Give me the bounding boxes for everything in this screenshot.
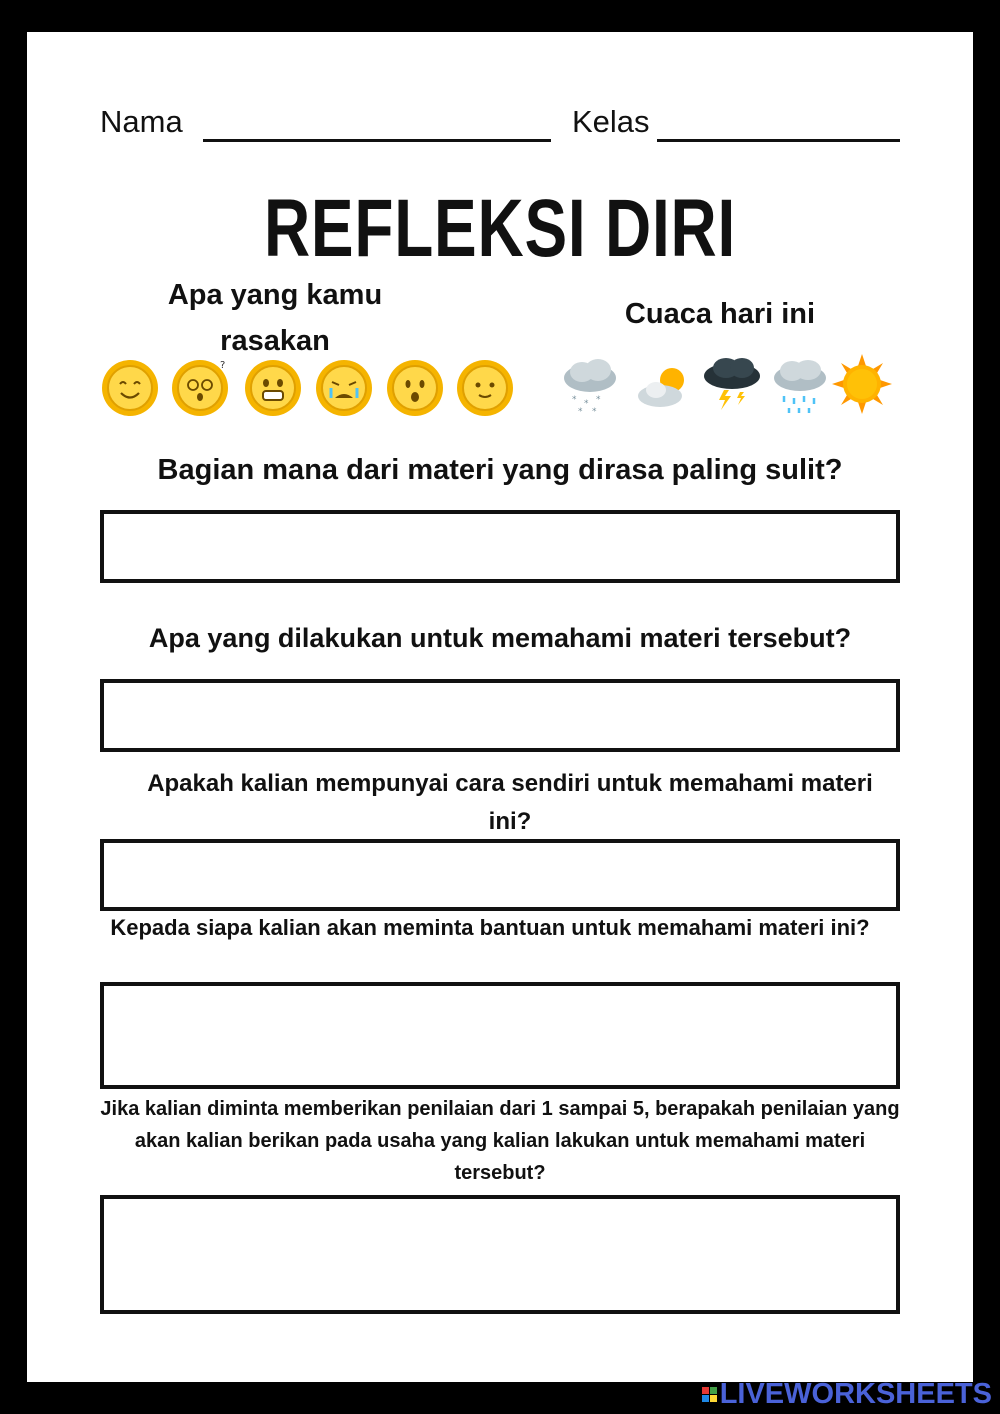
question-3: Apakah kalian mempunyai cara sendiri untuk memahami materi ini? [147,770,873,835]
svg-text:?: ? [220,360,226,371]
sun-icon[interactable] [832,354,892,414]
svg-text:*: * [572,395,577,405]
svg-text:*: * [592,407,597,416]
page-title: REFLEKSI DIRI [263,183,737,274]
brand-text: LIVEWORKSHEETS [719,1378,992,1410]
rain-cloud-icon[interactable] [770,356,830,416]
svg-text:*: * [584,399,589,409]
happy-sun-icon[interactable] [100,358,160,418]
snow-cloud-icon[interactable] [560,356,620,416]
calm-sun-icon[interactable] [455,358,515,418]
answer-box-5[interactable] [100,1195,900,1314]
answer-box-3[interactable] [100,839,900,911]
class-field-line[interactable] [657,139,900,142]
crying-sun-icon[interactable] [314,358,374,418]
question-1: Bagian mana dari materi yang dirasa paling sulit? [157,454,843,486]
answer-box-1[interactable] [100,510,900,583]
name-label: Nama [100,104,183,139]
weather-heading: Cuaca hari ini [624,298,816,330]
anxious-sun-icon[interactable] [243,358,303,418]
liveworksheets-logo [702,1378,992,1411]
answer-box-4[interactable] [100,982,900,1089]
confused-sun-icon[interactable] [170,358,230,418]
thunderstorm-icon[interactable] [702,354,762,414]
answer-box-2[interactable] [100,679,900,752]
question-4: Kepada siapa kalian akan meminta bantuan untuk memahami materi ini? [110,915,870,940]
feelings-heading: Apa yang kamu rasakan [167,279,383,357]
question-5: Jika kalian diminta memberikan penilaian dari 1 sampai 5, berapakah penilaian yang akan kalian berikan pada usaha yang kalian lakukan untuk memahami materi tersebut? [100,1098,900,1184]
svg-text:*: * [596,395,601,405]
svg-text:*: * [578,407,583,416]
class-label: Kelas [572,104,650,139]
partly-sunny-icon[interactable] [634,358,694,418]
liveworksheets-logo-icon [702,1387,717,1402]
surprised-sun-icon[interactable] [385,358,445,418]
question-2: Apa yang dilakukan untuk memahami materi tersebut? [148,623,852,653]
name-field-line[interactable] [203,139,551,142]
